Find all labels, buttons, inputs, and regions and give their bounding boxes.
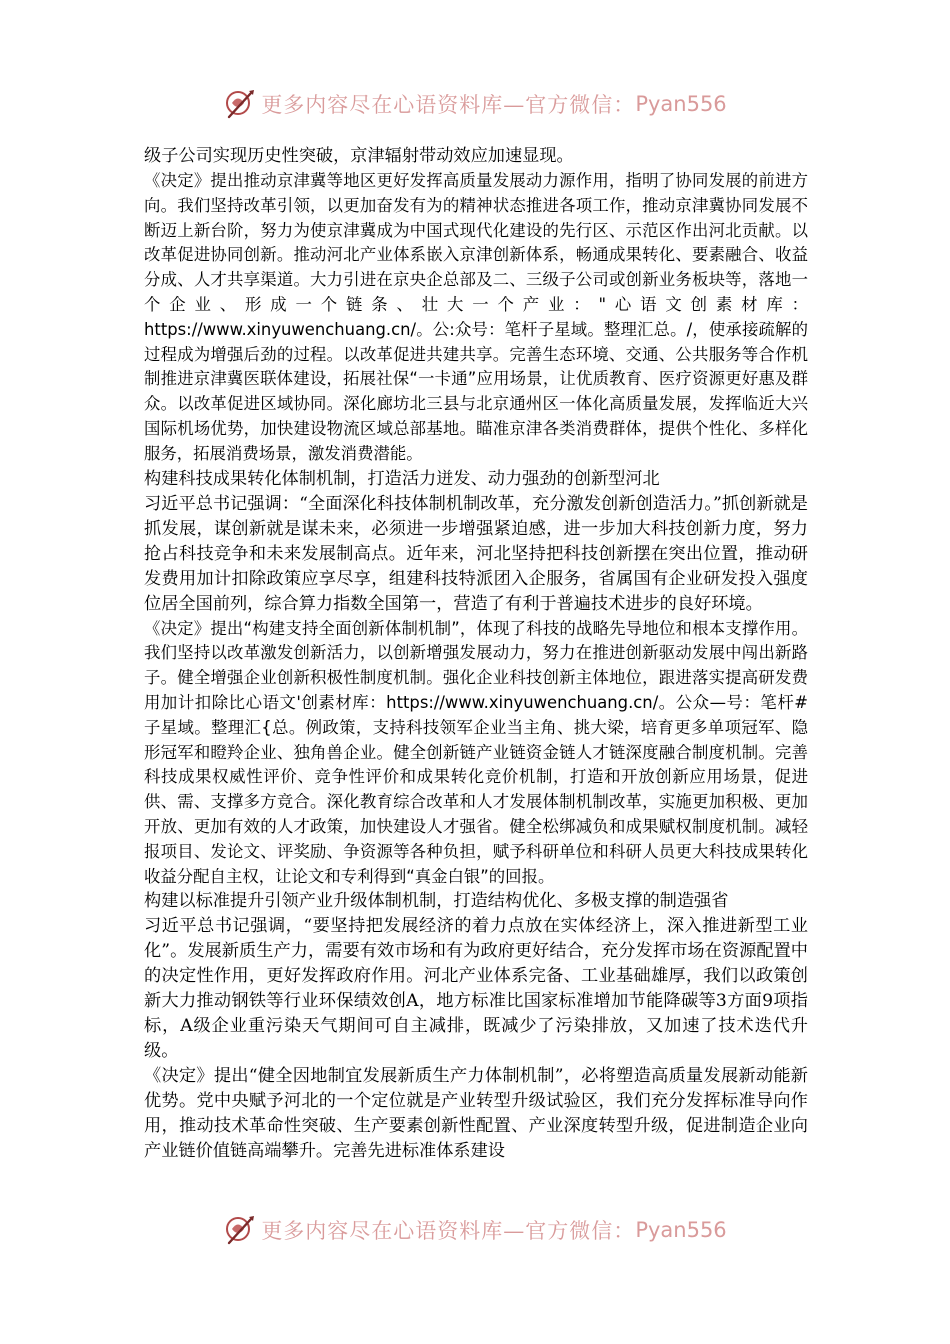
paragraph-4: 《决定》提出“构建支持全面创新体制机制”，体现了科技的战略先导地位和根本支撑作用。我们坚持以改革激发创新活力，以创新增强发展动力，努力在推进创新驱动发展中闯出新路子。健全增强企业创新积极性制度机制。强化企业科技创新主体地位，跟进落实提高研发费用加计扣除比心语文'创素材库：https://www.xinyuwenchuang.cn/。公众—号：笔杆#子星域。整理汇{总。例政策，支持科技领军企业当主角、挑大梁，培育更多单项冠军、隐形冠军和瞪羚企业、独角兽企业。健全创新链产业链资金链人才链深度融合制度机制。完善科技成果权威性评价、竞争性评价和成果转化竞价机制，打造和开放创新应用场景，促进供、需、支撑多方竞合。深化教育综合改革和人才发展体制机制改革，实施更加积极、更加开放、更加有效的人才政策，加快建设人才强省。健全松绑减负和成果赋权制度机制。减轻报项目、发论文、评奖励、争资源等各种负担，赋予科研单位和科研人员更大科技成果转化收益分配自主权，让论文和专利得到“真金白银”的回报。 — [144, 618, 808, 886]
rose-pen-logo-icon — [223, 87, 257, 121]
footer-text: 更多内容尽在心语资料库—官方微信： — [261, 1219, 636, 1243]
section-heading-2: 构建以标准提升引领产业升级体制机制，打造结构优化、多极支撑的制造强省 — [144, 891, 729, 912]
paragraph-3: 习近平总书记强调：“全面深化科技体制机制改革，充分激发创新创造活力。”抓创新就是抓发展，谋创新就是谋未来，必须进一步增强紧迫感，进一步加大科技创新力度，努力抢占科技竞争和未来发展制高点。近年来，河北坚持把科技创新摆在突出位置，推动研发费用加计扣除政策应享尽享，组建科技特派团入企服务，省属国有企业研发投入强度位居全国前列，综合算力指数全国第一，营造了有利于普遍技术进步的良好环境。 — [144, 493, 808, 614]
footer-wechat-id: Pyan556 — [635, 1218, 727, 1242]
paragraph-1: 级子公司实现历史性突破，京津辐射带动效应加速显现。 — [144, 146, 574, 166]
document-body — [144, 144, 808, 1194]
section-heading-1: 构建科技成果转化体制机制，打造活力迸发、动力强劲的创新型河北 — [144, 468, 660, 489]
paragraph-5: 习近平总书记强调，“要坚持把发展经济的着力点放在实体经济上，深入推进新型工业化”。发展新质生产力，需要有效市场和有为政府更好结合，充分发挥市场在资源配置中的决定性作用，更好发挥政府作用。河北产业体系完备、工业基础雄厚，我们以政策创新大力推动钢铁等行业环保绩效创A，地方标准比国家标准增加节能降碳等3方面9项指标，A级企业重污染天气期间可自主减排，既减少了污染排放，又加速了技术迭代升级。 — [144, 916, 808, 1062]
header-wechat-id: Pyan556 — [635, 92, 727, 116]
rose-pen-logo-icon — [223, 1213, 257, 1247]
paragraph-2: 《决定》提出推动京津冀等地区更好发挥高质量发展动力源作用，指明了协同发展的前进方向。我们坚持改革引领，以更加奋发有为的精神状态推进各项工作，推动京津冀协同发展不断迈上新台阶，努力为使京津冀成为中国式现代化建设的先行区、示范区作出河北贡献。以改革促进协同创新。推动河北产业体系嵌入京津创新体系，畅通成果转化、要素融合、收益分成、人才共享渠道。大力引进在京央企总部及二、三级子公司或创新业务板块等，落地一个企业、形成一个链条、壮大一个产业："心语文创素材库：https://www.xinyuwenchuang.cn/。公:众号：笔杆子星域。整理汇总。/，使承接疏解的过程成为增强后劲的过程。以改革促进共建共享。完善生态环境、交通、公共服务等合作机制推进京津冀医联体建设，拓展社保“一卡通”应用场景，让优质教育、医疗资源更好惠及群众。以改革促进区域协同。深化廊坊北三县与北京通州区一体化高质量发展，发挥临近大兴国际机场优势，加快建设物流区域总部基地。瞄准京津各类消费群体，提供个性化、多样化服务，拓展消费场景，激发消费潜能。 — [144, 171, 808, 463]
paragraph-6: 《决定》提出“健全因地制宜发展新质生产力体制机制”，必将塑造高质量发展新动能新优势。党中央赋予河北的一个定位就是产业转型升级试验区，我们充分发挥标准导向作用，推动技术革命性突破、生产要素创新性配置、产业深度转型升级，促进制造企业向产业链价值链高端攀升。完善先进标准体系建设 — [144, 1066, 808, 1162]
page-footer-banner — [0, 1210, 950, 1250]
page-header-banner — [0, 84, 950, 124]
header-text: 更多内容尽在心语资料库—官方微信： — [261, 93, 636, 117]
